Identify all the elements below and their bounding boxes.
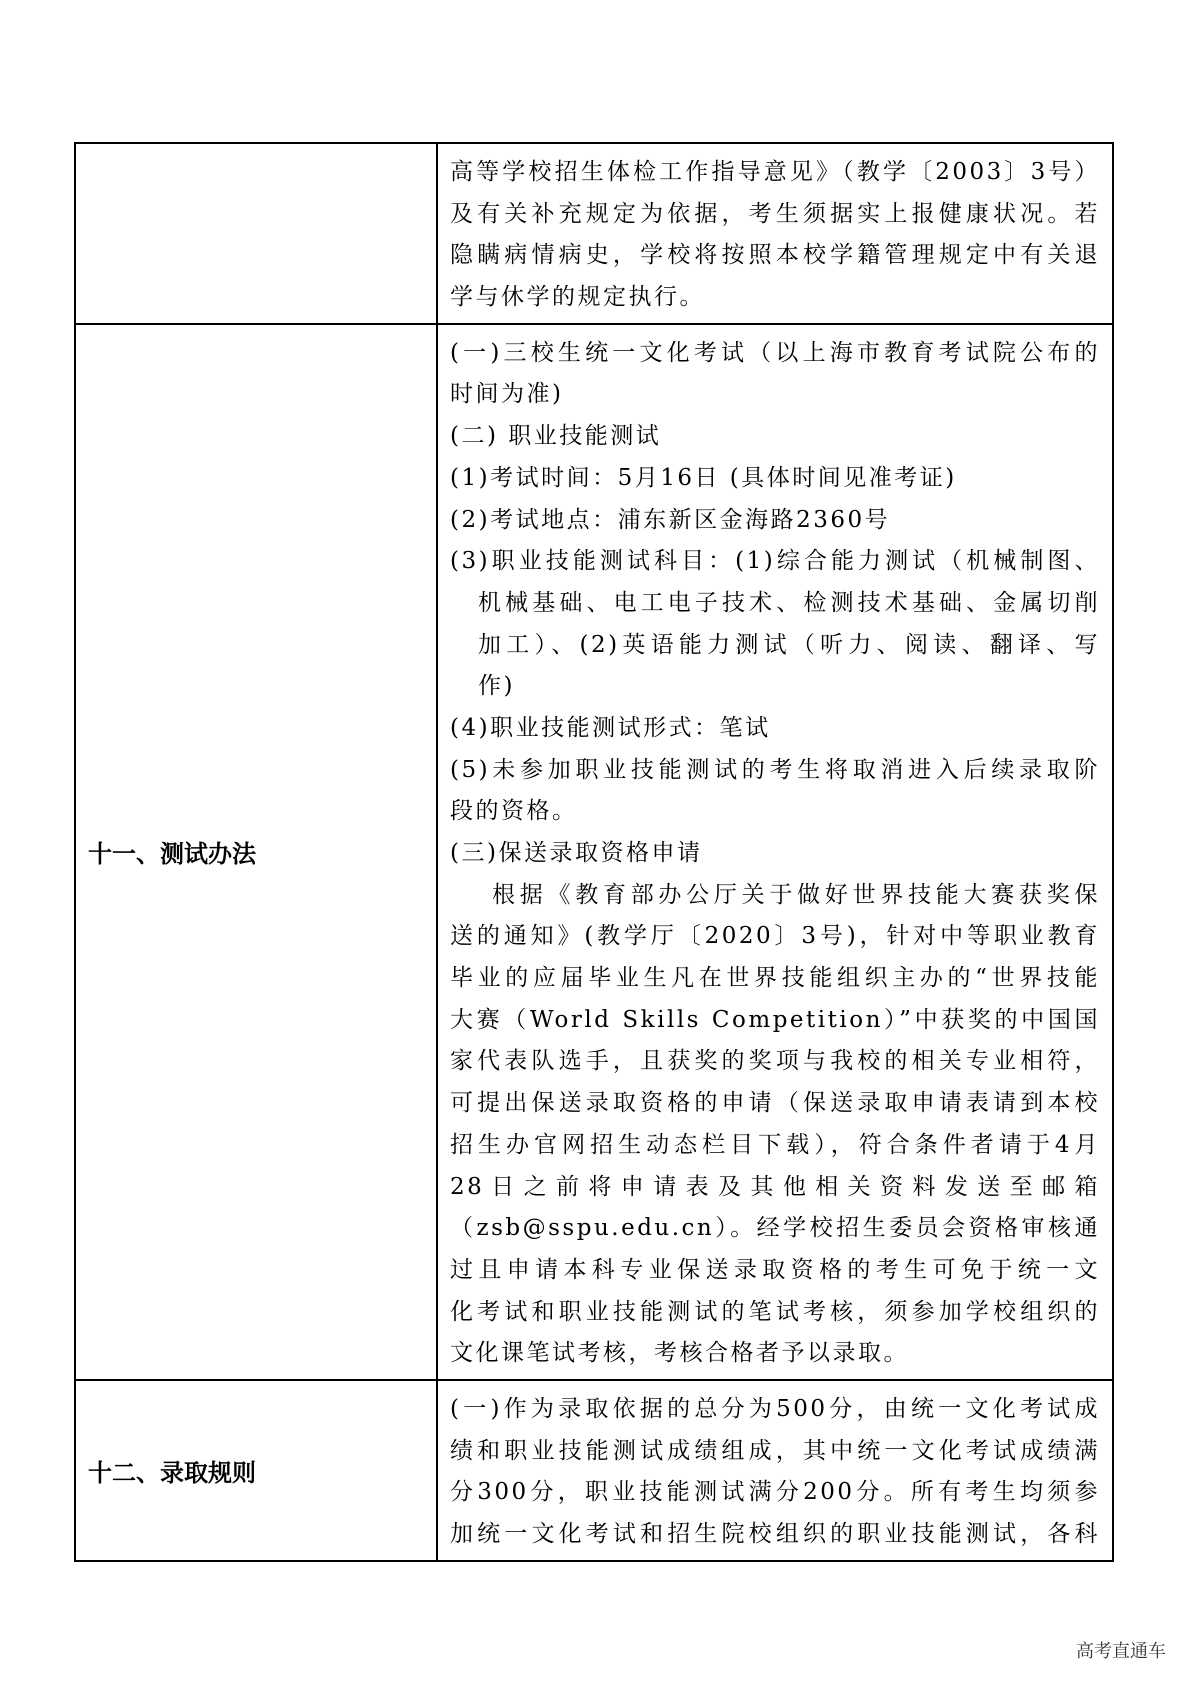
text-line: (3)职业技能测试科目：(1)综合能力测试（机械制图、	[450, 548, 1100, 575]
text-line: 绩和职业技能测试成绩组成，其中统一文化考试成绩满	[450, 1437, 1100, 1464]
text-line: (2)考试地点：浦东新区金海路2360号	[450, 506, 891, 533]
row-content	[437, 324, 1113, 1380]
text-line: 可提出保送录取资格的申请（保送录取申请表请到本校	[450, 1090, 1100, 1117]
text-line: 学与休学的规定执行。	[450, 284, 705, 311]
table-row	[75, 143, 1113, 324]
text-line: 分300分，职业技能测试满分200分。所有考生均须参	[450, 1479, 1100, 1506]
text-line: (三)保送录取资格申请	[450, 840, 703, 866]
watermark-text: 高考直通车	[1076, 1641, 1166, 1662]
row-label: 十二、录取规则	[75, 1380, 437, 1561]
text-line: 送的通知》(教学厅〔2020〕3号)，针对中等职业教育	[450, 923, 1100, 950]
text-line: 招生办官网招生动态栏目下载），符合条件者请于4月	[450, 1131, 1100, 1158]
text-line: （zsb@sspu.edu.cn）。经学校招生委员会资格审核通	[450, 1215, 1100, 1242]
text-line: 家代表队选手，且获奖的奖项与我校的相关专业相符，	[450, 1048, 1100, 1075]
text-line: 文化课笔试考核，考核合格者予以录取。	[450, 1340, 909, 1367]
text-line: 时间为准)	[450, 381, 564, 408]
row-content	[437, 1380, 1113, 1561]
text-line: 化考试和职业技能测试的笔试考核，须参加学校组织的	[450, 1298, 1100, 1325]
admission-rules-table	[74, 142, 1114, 1562]
text-line: 加工）、(2)英语能力测试（听力、阅读、翻译、写	[478, 631, 1100, 658]
text-line: 大赛（World Skills Competition）”中获奖的中国国	[450, 1006, 1100, 1033]
text-line: 隐瞒病情病史，学校将按照本校学籍管理规定中有关退	[450, 242, 1100, 269]
row-label	[75, 143, 437, 324]
text-line: 加统一文化考试和招生院校组织的职业技能测试，各科	[450, 1521, 1100, 1547]
text-line: 机械基础、电工电子技术、检测技术基础、金属切削	[478, 589, 1100, 616]
text-line: 作)	[478, 673, 515, 700]
text-line: (一)三校生统一文化考试（以上海市教育考试院公布的	[450, 339, 1100, 366]
row-content	[437, 143, 1113, 324]
text-line: 过且申请本科专业保送录取资格的考生可免于统一文	[450, 1256, 1100, 1283]
text-line: 毕业的应届毕业生凡在世界技能组织主办的“世界技能	[450, 965, 1100, 992]
text-line: 28日之前将申请表及其他相关资料发送至邮箱	[450, 1173, 1100, 1200]
text-line: (4)职业技能测试形式：笔试	[450, 714, 771, 741]
text-line: 高等学校招生体检工作指导意见》（教学〔2003〕3号）	[450, 159, 1100, 185]
text-line: 根据《教育部办公厅关于做好世界技能大赛获奖保	[492, 881, 1100, 908]
text-line: 及有关补充规定为依据，考生须据实上报健康状况。若	[450, 200, 1100, 227]
row-label: 十一、测试办法	[75, 324, 437, 1380]
text-line: (1)考试时间：5月16日 (具体时间见准考证)	[450, 464, 957, 491]
text-line: (一)作为录取依据的总分为500分，由统一文化考试成	[450, 1395, 1100, 1422]
text-line: (二) 职业技能测试	[450, 423, 662, 450]
table-row	[75, 1380, 1113, 1561]
text-line: (5)未参加职业技能测试的考生将取消进入后续录取阶	[450, 756, 1100, 783]
table-row	[75, 324, 1113, 1380]
text-line: 段的资格。	[450, 798, 578, 825]
